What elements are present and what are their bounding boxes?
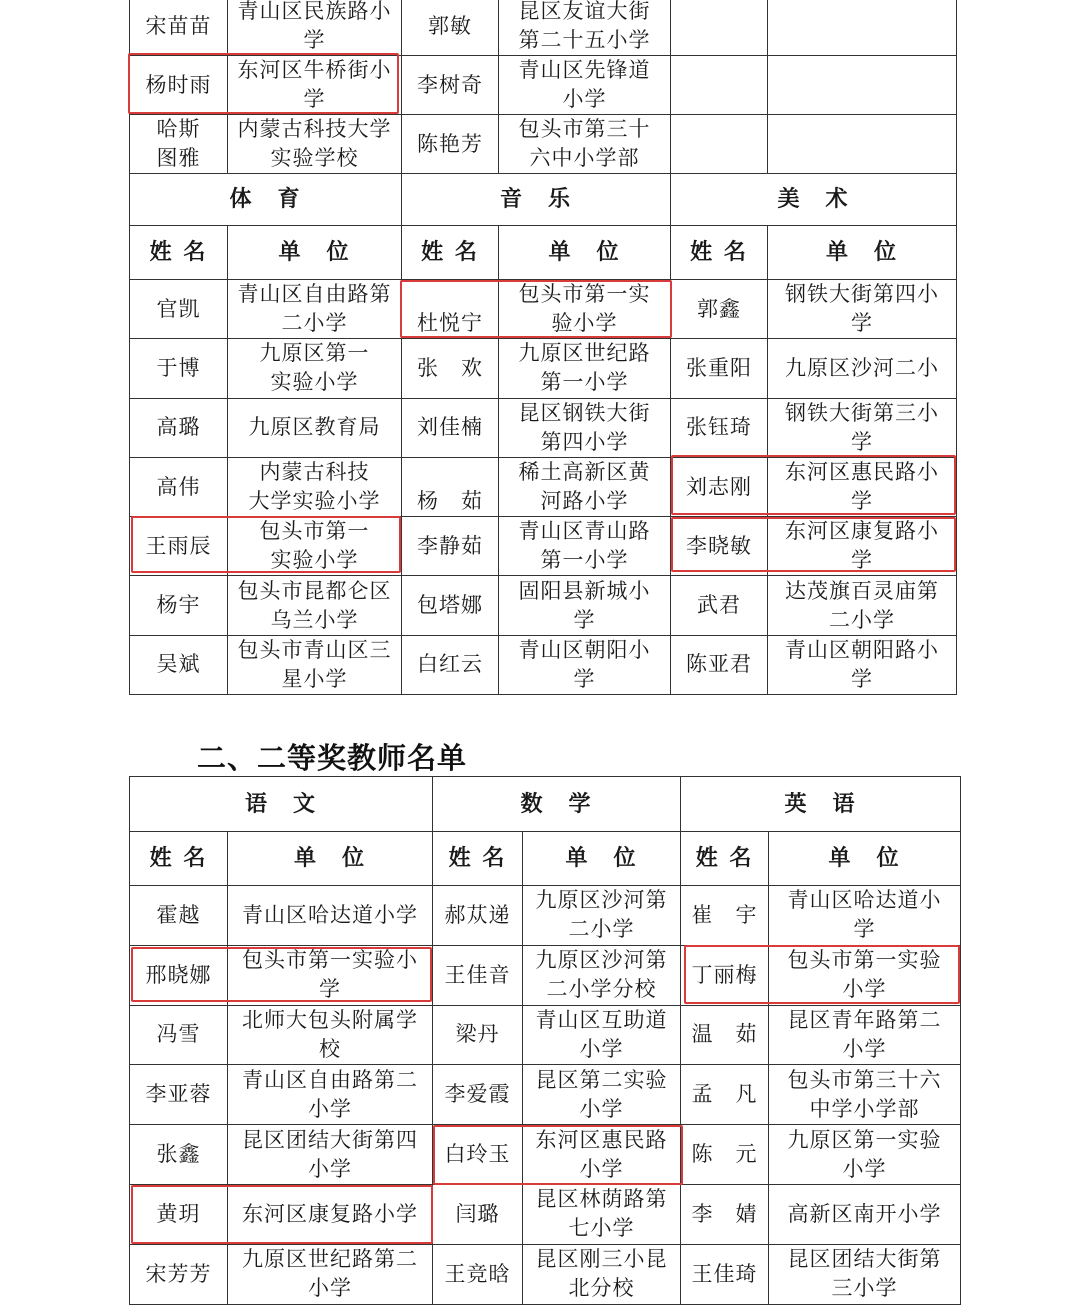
column-header: 姓 名	[130, 226, 228, 280]
teacher-name-cell: 陈 元	[681, 1125, 769, 1185]
school-cell: 东河区康复路小 学	[768, 517, 957, 576]
school-cell: 青山区民族路小 学	[228, 0, 402, 56]
teacher-name-cell	[671, 0, 768, 56]
school-cell	[768, 115, 957, 174]
column-header: 姓 名	[681, 832, 769, 886]
subject-header-row	[130, 174, 957, 226]
school-cell: 昆区团结大街第四 小学	[228, 1125, 433, 1185]
table-row	[130, 517, 957, 576]
subject-header: 数 学	[433, 777, 681, 832]
table-row	[130, 1125, 961, 1185]
teacher-name-cell: 王佳琦	[681, 1244, 769, 1304]
subject-header-row	[130, 777, 961, 832]
school-cell: 昆区友谊大街 第二十五小学	[499, 0, 671, 56]
column-header: 姓 名	[130, 832, 228, 886]
school-cell: 包头市第一 实验小学	[228, 517, 402, 576]
school-cell: 昆区刚三小昆 北分校	[523, 1244, 681, 1304]
teacher-name-cell: 白红云	[402, 635, 499, 694]
school-cell: 固阳县新城小 学	[499, 576, 671, 635]
school-cell	[768, 56, 957, 115]
school-cell: 九原区沙河二小	[768, 339, 957, 398]
school-cell: 钢铁大街第三小 学	[768, 398, 957, 457]
teacher-name-cell: 冯雪	[130, 1005, 228, 1065]
teacher-name-cell: 李 婧	[681, 1184, 769, 1244]
table-row	[130, 339, 957, 398]
teacher-name-cell: 吴斌	[130, 635, 228, 694]
school-cell: 高新区南开小学	[769, 1184, 961, 1244]
school-cell: 青山区自由路第二 小学	[228, 1065, 433, 1125]
school-cell: 包头市第一实 验小学	[499, 280, 671, 339]
school-cell: 内蒙古科技 大学实验小学	[228, 457, 402, 516]
second-prize-teacher-table	[129, 776, 961, 1305]
teacher-name-cell: 李树奇	[402, 56, 499, 115]
school-cell: 包头市昆都仑区 乌兰小学	[228, 576, 402, 635]
column-header: 单 位	[768, 226, 957, 280]
subject-header: 音 乐	[402, 174, 671, 226]
school-cell: 青山区朝阳路小 学	[768, 635, 957, 694]
teacher-name-cell	[671, 56, 768, 115]
school-cell: 九原区第一 实验小学	[228, 339, 402, 398]
school-cell: 达茂旗百灵庙第 二小学	[768, 576, 957, 635]
teacher-name-cell: 张钰琦	[671, 398, 768, 457]
school-cell	[768, 0, 957, 56]
section-title-second-prize: 二、二等奖教师名单	[197, 741, 468, 775]
school-cell: 包头市青山区三 星小学	[228, 635, 402, 694]
table-row	[130, 0, 957, 56]
table-row	[130, 115, 957, 174]
school-cell: 包头市第三十 六中小学部	[499, 115, 671, 174]
teacher-name-cell: 杨时雨	[130, 56, 228, 115]
teacher-name-cell: 张鑫	[130, 1125, 228, 1185]
column-header: 单 位	[228, 832, 433, 886]
school-cell: 青山区哈达道小学	[228, 886, 433, 946]
school-cell: 九原区沙河第 二小学分校	[523, 945, 681, 1005]
column-header-row	[130, 832, 961, 886]
school-cell: 北师大包头附属学 校	[228, 1005, 433, 1065]
table-row	[130, 56, 957, 115]
teacher-name-cell: 丁丽梅	[681, 945, 769, 1005]
school-cell: 青山区自由路第 二小学	[228, 280, 402, 339]
subject-header: 体 育	[130, 174, 402, 226]
table-row	[130, 1184, 961, 1244]
teacher-name-cell: 白玲玉	[433, 1125, 523, 1185]
school-cell: 九原区教育局	[228, 398, 402, 457]
school-cell: 青山区互助道 小学	[523, 1005, 681, 1065]
teacher-name-cell: 张重阳	[671, 339, 768, 398]
teacher-name-cell: 温 茹	[681, 1005, 769, 1065]
school-cell: 青山区朝阳小 学	[499, 635, 671, 694]
school-cell: 钢铁大街第四小 学	[768, 280, 957, 339]
school-cell: 包头市第一实验 小学	[769, 945, 961, 1005]
school-cell: 包头市第三十六 中学小学部	[769, 1065, 961, 1125]
school-cell: 青山区青山路 第一小学	[499, 517, 671, 576]
teacher-name-cell	[671, 115, 768, 174]
teacher-name-cell: 梁丹	[433, 1005, 523, 1065]
teacher-name-cell: 黄玥	[130, 1184, 228, 1244]
column-header-row	[130, 226, 957, 280]
subject-header: 英 语	[681, 777, 961, 832]
table-row	[130, 1005, 961, 1065]
school-cell: 包头市第一实验小 学	[228, 945, 433, 1005]
subject-header: 美 术	[671, 174, 957, 226]
school-cell: 九原区世纪路第二 小学	[228, 1244, 433, 1304]
table-row	[130, 635, 957, 694]
teacher-name-cell: 郭敏	[402, 0, 499, 56]
school-cell: 昆区钢铁大街 第四小学	[499, 398, 671, 457]
teacher-name-cell: 张 欢	[402, 339, 499, 398]
teacher-name-cell: 崔 宇	[681, 886, 769, 946]
school-cell: 昆区青年路第二 小学	[769, 1005, 961, 1065]
school-cell: 内蒙古科技大学 实验学校	[228, 115, 402, 174]
school-cell: 东河区惠民路小 学	[768, 457, 957, 516]
teacher-name-cell: 陈艳芳	[402, 115, 499, 174]
teacher-name-cell: 官凯	[130, 280, 228, 339]
column-header: 姓 名	[433, 832, 523, 886]
third-prize-teacher-table	[129, 0, 957, 695]
teacher-name-cell: 霍越	[130, 886, 228, 946]
teacher-name-cell: 孟 凡	[681, 1065, 769, 1125]
school-cell: 东河区牛桥街小 学	[228, 56, 402, 115]
teacher-name-cell: 闫璐	[433, 1184, 523, 1244]
teacher-name-cell: 刘佳楠	[402, 398, 499, 457]
teacher-name-cell: 郭鑫	[671, 280, 768, 339]
school-cell: 九原区第一实验 小学	[769, 1125, 961, 1185]
teacher-name-cell: 王雨辰	[130, 517, 228, 576]
teacher-name-cell: 李晓敏	[671, 517, 768, 576]
table-row	[130, 457, 957, 516]
table-row	[130, 398, 957, 457]
teacher-name-cell: 杨 茹	[402, 457, 499, 516]
teacher-name-cell: 陈亚君	[671, 635, 768, 694]
school-cell: 九原区沙河第 二小学	[523, 886, 681, 946]
teacher-name-cell: 邢晓娜	[130, 945, 228, 1005]
school-cell: 青山区哈达道小 学	[769, 886, 961, 946]
teacher-name-cell: 哈斯 图雅	[130, 115, 228, 174]
table-row	[130, 1244, 961, 1304]
school-cell: 青山区先锋道 小学	[499, 56, 671, 115]
school-cell: 昆区第二实验 小学	[523, 1065, 681, 1125]
teacher-name-cell: 高璐	[130, 398, 228, 457]
teacher-name-cell: 李亚蓉	[130, 1065, 228, 1125]
teacher-name-cell: 王佳音	[433, 945, 523, 1005]
teacher-name-cell: 杜悦宁	[402, 280, 499, 339]
table-row	[130, 1065, 961, 1125]
column-header: 姓 名	[402, 226, 499, 280]
teacher-name-cell: 李爱霞	[433, 1065, 523, 1125]
school-cell: 稀土高新区黄 河路小学	[499, 457, 671, 516]
teacher-name-cell: 宋苗苗	[130, 0, 228, 56]
teacher-name-cell: 郝苁递	[433, 886, 523, 946]
column-header: 单 位	[769, 832, 961, 886]
school-cell: 东河区惠民路 小学	[523, 1125, 681, 1185]
column-header: 单 位	[523, 832, 681, 886]
teacher-name-cell: 武君	[671, 576, 768, 635]
table-row	[130, 945, 961, 1005]
teacher-name-cell: 刘志刚	[671, 457, 768, 516]
teacher-name-cell: 于博	[130, 339, 228, 398]
teacher-name-cell: 杨宇	[130, 576, 228, 635]
school-cell: 东河区康复路小学	[228, 1184, 433, 1244]
column-header: 单 位	[499, 226, 671, 280]
school-cell: 昆区林荫路第 七小学	[523, 1184, 681, 1244]
school-cell: 昆区团结大街第 三小学	[769, 1244, 961, 1304]
teacher-name-cell: 王竞晗	[433, 1244, 523, 1304]
subject-header: 语 文	[130, 777, 433, 832]
table-row	[130, 576, 957, 635]
column-header: 姓 名	[671, 226, 768, 280]
teacher-name-cell: 高伟	[130, 457, 228, 516]
table-row	[130, 280, 957, 339]
teacher-name-cell: 宋芳芳	[130, 1244, 228, 1304]
school-cell: 九原区世纪路 第一小学	[499, 339, 671, 398]
table-row	[130, 886, 961, 946]
teacher-name-cell: 包塔娜	[402, 576, 499, 635]
column-header: 单 位	[228, 226, 402, 280]
teacher-name-cell: 李静茹	[402, 517, 499, 576]
